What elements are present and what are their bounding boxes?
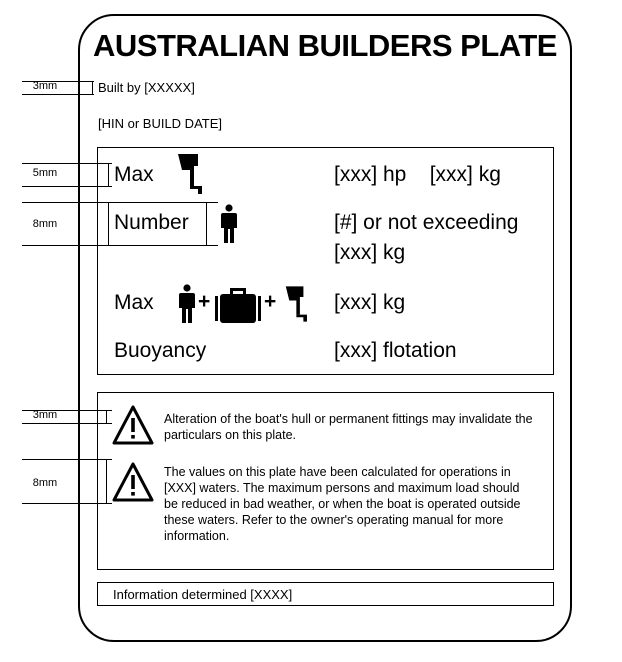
plus-sign: +: [198, 290, 211, 313]
dimension-line: [22, 423, 112, 424]
dimension-label-max: 5mm: [32, 167, 58, 179]
number-value-line2: [xxx] kg: [334, 241, 406, 264]
luggage-icon: [214, 286, 262, 324]
max-load-value: [xxx] kg: [334, 291, 406, 314]
warning-text-alteration: Alteration of the boat's hull or permanent fittings may invalidate the particulars on this plate.: [164, 412, 533, 442]
plate-title: AUSTRALIAN BUILDERS PLATE: [93, 28, 557, 63]
dimension-tick: [108, 163, 109, 186]
person-icon: [220, 204, 238, 244]
dimension-line: [22, 245, 218, 246]
max-engine-label: Max: [114, 163, 154, 186]
person-icon: [178, 284, 196, 324]
warning-triangle-icon: [112, 405, 154, 445]
dimension-tick: [206, 202, 207, 245]
dimension-label-warning-second: 8mm: [32, 477, 58, 489]
dimension-line: [22, 459, 112, 460]
warning-text-operations: The values on this plate have been calculated for operations in [XXX] waters. The maximum persons and maximum load should be reduced in bad weather, or when the boat is operated outside these waters. Refer to the owner's operating manual for more information.: [164, 465, 521, 543]
plus-sign: +: [264, 290, 277, 313]
built-by-text: Built by [XXXXX]: [98, 80, 195, 95]
max-engine-value: [xxx] hp [xxx] kg: [334, 163, 501, 186]
outboard-motor-icon: [284, 284, 314, 324]
dimension-tick: [108, 202, 109, 245]
max-load-label: Max: [114, 291, 154, 314]
dimension-tick: [106, 410, 107, 423]
dimension-line: [22, 503, 112, 504]
dimension-label-number: 8mm: [32, 218, 58, 230]
dimension-line: [22, 186, 112, 187]
dimension-tick: [92, 81, 93, 94]
number-value-line1: [#] or not exceeding: [334, 211, 519, 234]
buoyancy-label: Buoyancy: [114, 339, 207, 362]
hin-text: [HIN or BUILD DATE]: [98, 116, 223, 131]
outboard-motor-icon: [176, 152, 210, 196]
buoyancy-value: [xxx] flotation: [334, 339, 457, 362]
dimension-line: [22, 163, 112, 164]
dimension-tick: [106, 459, 107, 503]
dimension-label-warning-first: 3mm: [32, 409, 58, 421]
warning-triangle-icon: [112, 462, 154, 502]
dimension-line: [22, 94, 94, 95]
dimension-line: [22, 202, 218, 203]
dimension-label-built-by: 3mm: [32, 80, 58, 92]
info-determined-text: Information determined [XXXX]: [113, 587, 293, 602]
number-label: Number: [114, 211, 189, 234]
